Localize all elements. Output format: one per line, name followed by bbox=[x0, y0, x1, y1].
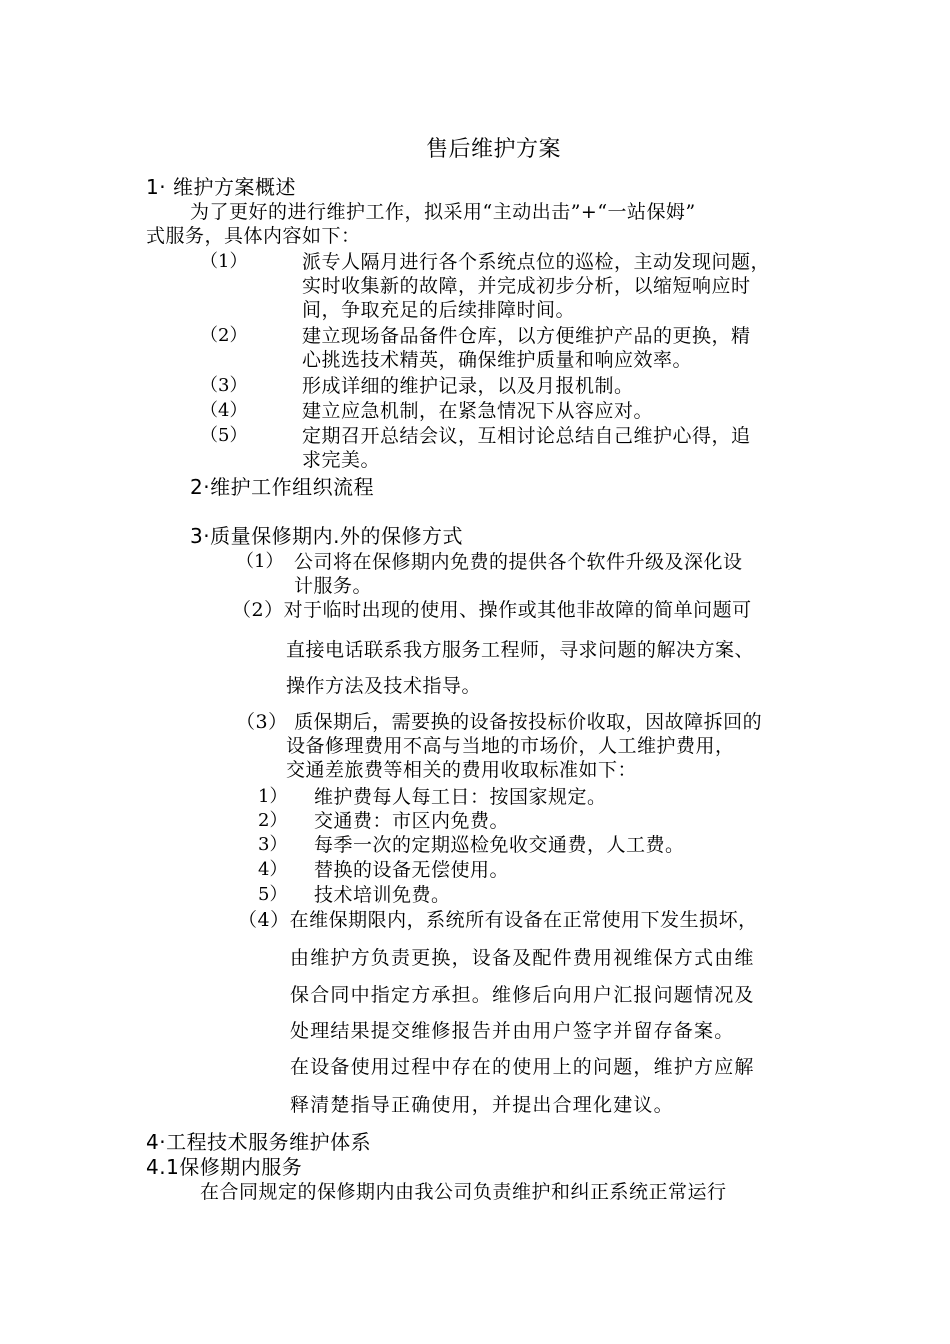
list-item-line: 公司将在保修期内免费的提供各个软件升级及深化设 bbox=[294, 551, 743, 573]
list-item-line: 建立应急机制，在紧急情况下从容应对。 bbox=[302, 400, 654, 422]
list-item-number: （4） bbox=[200, 400, 248, 421]
section-1-intro-line: 为了更好的进行维护工作，拟采用“主动出击”+“一站保姆” bbox=[190, 201, 696, 223]
list-item-number: （3） bbox=[200, 375, 248, 396]
list-item-line: 派专人隔月进行各个系统点位的巡检，主动发现问题， bbox=[302, 251, 771, 273]
list-item-number: （1） bbox=[236, 551, 284, 572]
list-item-line: 交通差旅费等相关的费用收取标准如下： bbox=[286, 759, 638, 781]
sub-item-number: 3） bbox=[258, 834, 288, 855]
sub-item-text: 交通费：市区内免费。 bbox=[314, 810, 510, 832]
list-item-line: 处理结果提交维修报告并由用户签字并留存备案。 bbox=[290, 1020, 735, 1042]
list-item-line: 设备修理费用不高与当地的市场价，人工维护费用， bbox=[286, 735, 735, 757]
sub-item-number: 4） bbox=[258, 859, 288, 880]
sub-item-text: 替换的设备无偿使用。 bbox=[314, 859, 510, 881]
sub-item-number: 1） bbox=[258, 786, 288, 807]
list-item-line: 间，争取充足的后续排障时间。 bbox=[302, 299, 576, 321]
list-item-number: （2） bbox=[200, 325, 248, 346]
sub-item-text: 技术培训免费。 bbox=[314, 884, 451, 906]
list-item-line: 在设备使用过程中存在的使用上的问题，维护方应解 bbox=[290, 1056, 755, 1078]
section-1-heading: 1· 维护方案概述 bbox=[146, 175, 296, 199]
list-item-line: 定期召开总结会议，互相讨论总结自己维护心得，追 bbox=[302, 425, 751, 447]
list-item-line: （4）在维保期限内，系统所有设备在正常使用下发生损坏， bbox=[238, 909, 758, 931]
section-1-intro-line: 式服务，具体内容如下： bbox=[146, 225, 361, 247]
section-4-1-heading: 4.1保修期内服务 bbox=[146, 1155, 303, 1179]
list-item-line: 由维护方负责更换，设备及配件费用视维保方式由维 bbox=[290, 947, 755, 969]
list-item-line: 心挑选技术精英，确保维护质量和响应效率。 bbox=[302, 349, 693, 371]
sub-item-text: 每季一次的定期巡检免收交通费，人工费。 bbox=[314, 834, 685, 856]
list-item-line: 释清楚指导正确使用，并提出合理化建议。 bbox=[290, 1094, 674, 1116]
list-item-line: 形成详细的维护记录，以及月报机制。 bbox=[302, 375, 634, 397]
list-item-number: （1） bbox=[200, 251, 248, 272]
section-4-heading: 4·工程技术服务维护体系 bbox=[146, 1130, 372, 1154]
list-item-line: 保合同中指定方承担。维修后向用户汇报问题情况及 bbox=[290, 984, 755, 1006]
sub-item-number: 2） bbox=[258, 810, 288, 831]
paragraph-line: 在合同规定的保修期内由我公司负责维护和纠正系统正常运行 bbox=[200, 1181, 727, 1203]
list-item-line: 操作方法及技术指导。 bbox=[286, 675, 482, 697]
section-2-heading: 2·维护工作组织流程 bbox=[190, 475, 375, 499]
sub-item-text: 维护费每人每工日：按国家规定。 bbox=[314, 786, 607, 808]
list-item-line: 计服务。 bbox=[294, 575, 373, 597]
section-3-heading: 3·质量保修期内.外的保修方式 bbox=[190, 524, 463, 548]
list-item-number: （5） bbox=[200, 425, 248, 446]
page-title: 售后维护方案 bbox=[426, 137, 562, 162]
list-item-line: 直接电话联系我方服务工程师，寻求问题的解决方案、 bbox=[286, 639, 755, 661]
list-item-line: （2）对于临时出现的使用、操作或其他非故障的简单问题可 bbox=[232, 599, 752, 621]
list-item-line: 求完美。 bbox=[302, 449, 381, 471]
sub-item-number: 5） bbox=[258, 884, 288, 905]
list-item-line: 实时收集新的故障，并完成初步分析，以缩短响应时 bbox=[302, 275, 751, 297]
list-item-line: （3） 质保期后，需要换的设备按投标价收取，因故障拆回的 bbox=[236, 711, 763, 733]
list-item-line: 建立现场备品备件仓库，以方便维护产品的更换，精 bbox=[302, 325, 751, 347]
